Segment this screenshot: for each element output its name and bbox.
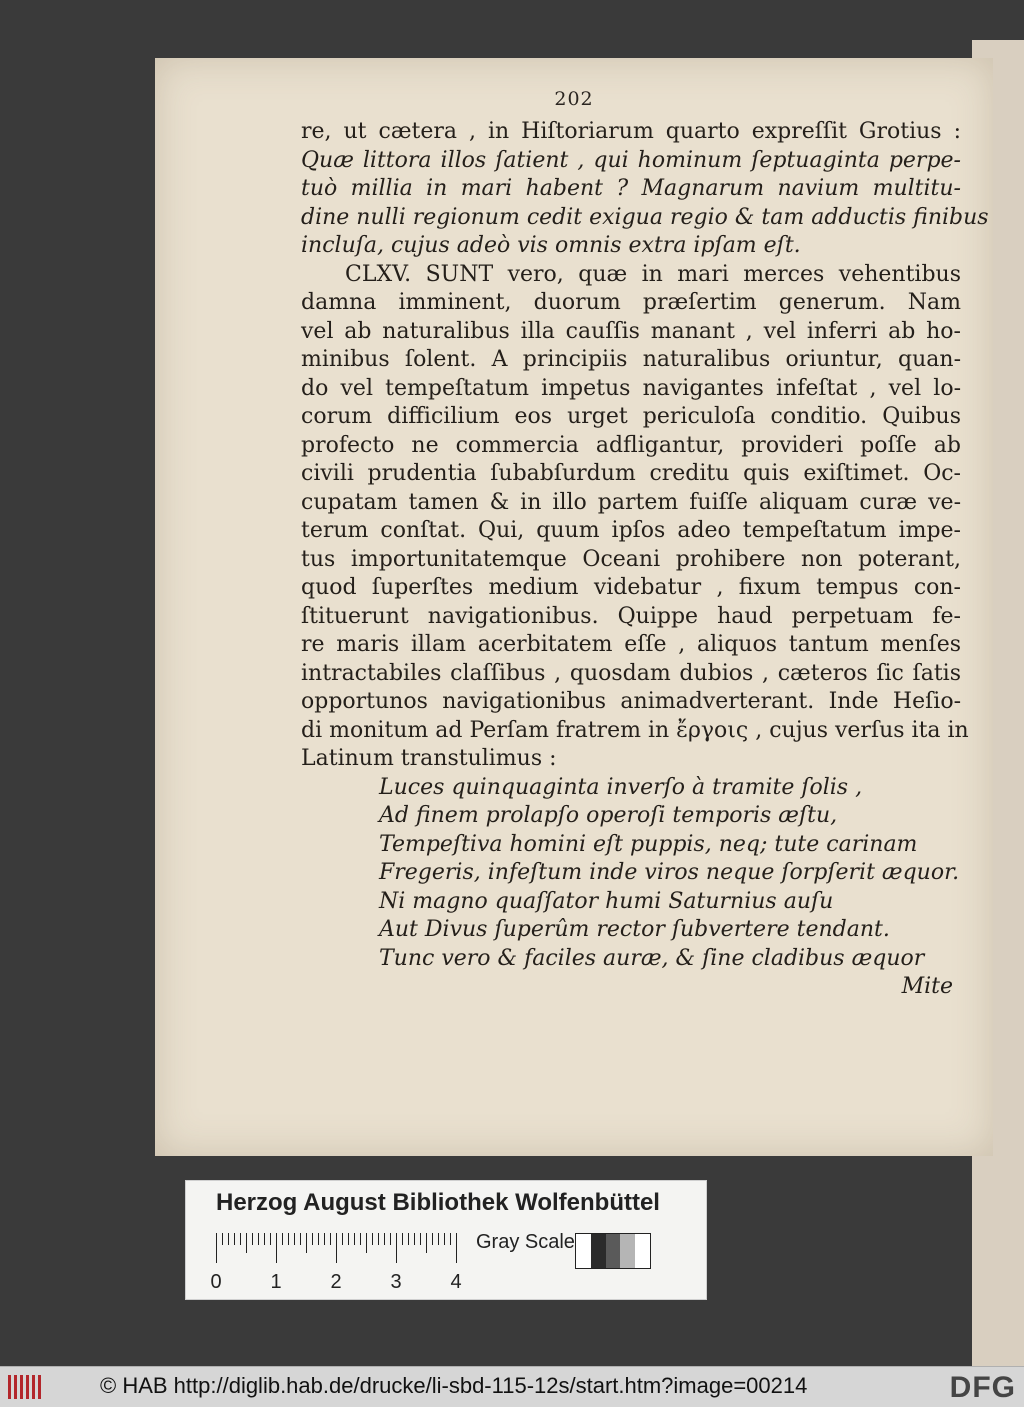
text-line: dine nulli regionum cedit exigua regio & tam adductis finibus [301,204,989,230]
section-heading-line: CLXV. SUNT vero, quæ in mari merces vehentibus [345,261,961,287]
verse-line: Fregeris, infeſtum inde viros neque ſorpſerit æquor. [379,860,960,885]
verse-line: Tunc vero & faciles auræ, & ſine cladibus æquor [379,945,925,971]
ruler-number: 3 [390,1271,402,1293]
gray-scale-label: Gray Scale [476,1231,575,1253]
text-line: quod ſuperſtes medium videbatur , fixum tempus con- [301,575,961,600]
text-line: minibus ſolent. A principiis naturalibus oriuntur, quan- [301,347,961,372]
text-line: damna imminent, duorum præſertim generum. Nam [301,290,961,315]
hab-logo-icon [8,1375,46,1399]
ruler-number: 1 [270,1271,282,1293]
library-name: Herzog August Bibliothek Wolfenbüttel [216,1189,660,1216]
book-page [155,58,993,1156]
text-line: Quæ littora illos ſatient , qui hominum ſeptuaginta perpe- [301,147,961,173]
text-line: tus importunitatemque Oceani prohibere non poterant, [301,546,961,572]
gray-scale-swatches [575,1233,651,1269]
verse-line: Ni magno quaſſator humi Saturnius auſu [379,888,834,914]
ruler-number: 2 [330,1271,342,1293]
text-line: profecto ne commercia adfligantur, provideri poſſe ab [301,432,961,458]
text-line: incluſa, cujus adeò vis omnis extra ipſam eſt. [301,233,801,258]
viewer-footer [0,1366,1024,1407]
catchword: Mite [901,974,953,999]
verse-line: Aut Divus ſuperûm rector ſubvertere tendant. [379,917,890,942]
text-line: cupatam tamen & in illo partem fuiſſe aliquam curæ ve- [301,489,961,515]
page-text [301,118,989,1002]
text-line: Latinum transtulimus : [301,746,557,771]
text-line: corum difficilium eos urget periculoſa conditio. Quibus [301,404,961,429]
color-reference-card [185,1180,707,1300]
gray-swatch [591,1234,606,1268]
text-line: opportunos navigationibus animadverterant. Inde Heſio- [301,689,961,714]
text-line: re maris illam acerbitatem eſſe , aliquos tantum menſes [301,632,961,657]
dfg-logo: DFG [949,1371,1016,1404]
ruler-number: 4 [450,1271,462,1293]
page-number: 202 [554,88,594,110]
text-line: ſtituerunt navigationibus. Quippe haud perpetuam fe- [301,603,961,629]
text-line: civili prudentia ſubabſurdum creditu quis exiſtimet. Oc- [301,461,961,486]
text-line: re, ut cætera , in Hiſtoriarum quarto expreſſit Grotius : [301,119,961,144]
ruler-number: 0 [210,1271,222,1293]
verse-line: Luces quinquaginta inverſo à tramite ſolis , [379,774,863,800]
gray-swatch [606,1234,621,1268]
text-line: di monitum ad Perſam fratrem in ἔργοις , cujus verſus ita in [301,717,969,743]
source-url[interactable]: © HAB http://diglib.hab.de/drucke/li-sbd-115-12s/start.htm?image=00214 [100,1373,808,1398]
text-line: vel ab naturalibus illa cauſſis manant , vel inferri ab ho- [301,318,961,344]
gray-swatch [635,1234,650,1268]
gray-swatch [620,1234,635,1268]
verse-line: Ad finem prolapſo operoſi temporis æſtu, [379,803,838,828]
text-line: terum conſtat. Qui, quum ipſos adeo tempeſtatum impe- [301,518,961,543]
text-line: tuò millia in mari habent ? Magnarum navium multitu- [301,176,961,201]
gray-swatch [576,1234,591,1268]
text-line: do vel tempeſtatum impetus navigantes infeſtat , vel lo- [301,375,961,401]
text-line: intractabiles claſſibus , quosdam dubios , cæteros ſic ſatis [301,660,961,686]
verse-line: Tempeſtiva homini eſt puppis, neq; tute carinam [379,831,918,857]
ruler [210,1233,462,1293]
